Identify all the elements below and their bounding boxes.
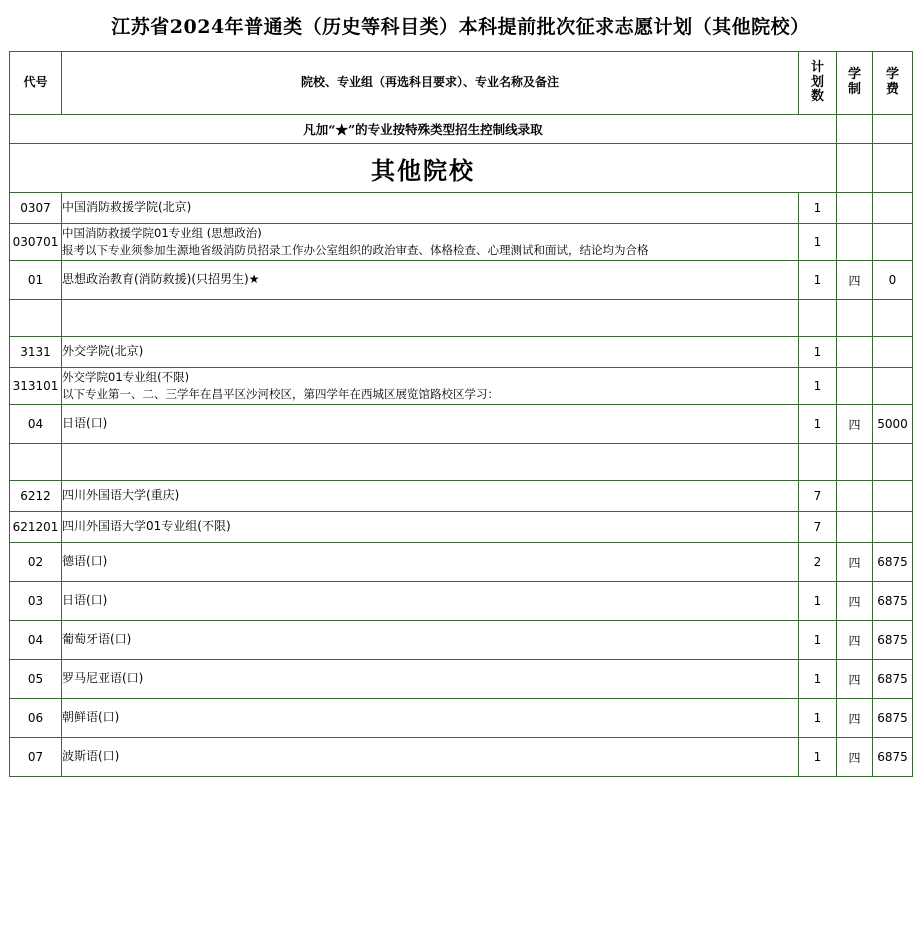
header-row [10,52,913,115]
row-plan [799,300,837,337]
row-fee: 6875 [873,543,913,582]
section-year-cell [837,144,873,193]
column-header-plan-text2: 划 [810,74,824,90]
row-plan: 2 [799,543,837,582]
row-code: 030701 [10,224,62,261]
table-body [10,115,913,777]
row-year [837,481,873,512]
row-fee [873,224,913,261]
section-title: 其他院校 [10,144,837,193]
row-year: 四 [837,738,873,777]
row-plan [799,444,837,481]
row-year [837,300,873,337]
row-year [837,444,873,481]
row-plan: 1 [799,660,837,699]
row-year [837,512,873,543]
row-code: 04 [10,405,62,444]
row-plan: 1 [799,738,837,777]
table-row [10,582,913,621]
row-name [62,300,799,337]
row-year: 四 [837,405,873,444]
row-year: 四 [837,543,873,582]
table-row [10,512,913,543]
row-name: 中国消防救援学院(北京) [62,193,799,224]
table-row-spacer [10,300,913,337]
column-header-year [837,52,873,115]
row-plan: 1 [799,224,837,261]
row-plan: 1 [799,337,837,368]
table-row [10,337,913,368]
row-code: 0307 [10,193,62,224]
column-header-plan-text3: 数 [810,89,824,105]
column-header-name: 院校、专业组（再选科目要求）、专业名称及备注 [62,52,799,115]
row-code [10,444,62,481]
row-code: 06 [10,699,62,738]
row-plan: 7 [799,512,837,543]
row-fee [873,512,913,543]
row-name: 日语(口) [62,405,799,444]
table-row [10,261,913,300]
row-fee [873,337,913,368]
row-fee: 6875 [873,738,913,777]
row-year: 四 [837,699,873,738]
table-row-spacer [10,444,913,481]
table-row [10,224,913,261]
row-code: 313101 [10,368,62,405]
row-name [62,444,799,481]
row-year: 四 [837,582,873,621]
row-name-line1: 中国消防救援学院01专业组 (思想政治) [62,225,262,240]
row-fee [873,300,913,337]
row-fee: 6875 [873,660,913,699]
row-code: 05 [10,660,62,699]
table-row [10,481,913,512]
special-note-fee-cell [873,115,913,144]
row-fee [873,368,913,405]
table-row [10,660,913,699]
column-header-plan-text: 计 [810,59,824,75]
special-note-year-cell [837,115,873,144]
section-header-row [10,144,913,193]
row-plan: 7 [799,481,837,512]
row-plan: 1 [799,261,837,300]
row-code: 621201 [10,512,62,543]
row-year [837,193,873,224]
row-fee: 5000 [873,405,913,444]
row-code [10,300,62,337]
row-code: 6212 [10,481,62,512]
table-row [10,405,913,444]
section-fee-cell [873,144,913,193]
row-name: 葡萄牙语(口) [62,621,799,660]
row-name: 四川外国语大学01专业组(不限) [62,512,799,543]
row-year: 四 [837,621,873,660]
row-year [837,368,873,405]
row-fee [873,193,913,224]
row-year: 四 [837,261,873,300]
table-row [10,543,913,582]
column-header-year-text: 学 [847,67,861,83]
row-fee: 6875 [873,621,913,660]
column-header-year-text2: 制 [847,82,861,97]
row-fee [873,444,913,481]
row-name-line2: 以下专业第一、二、三学年在昌平区沙河校区，第四学年在西城区展览馆路校区学习： [62,387,499,401]
row-plan: 1 [799,368,837,405]
row-code: 3131 [10,337,62,368]
row-plan: 1 [799,582,837,621]
row-name: 日语(口) [62,582,799,621]
row-year [837,224,873,261]
row-code: 04 [10,621,62,660]
table-header [10,52,913,115]
row-name: 朝鲜语(口) [62,699,799,738]
special-note-text: 凡加“★”的专业按特殊类型招生控制线录取 [10,115,837,144]
row-name-line2: 报考以下专业须参加生源地省级消防员招录工作办公室组织的政治审查、体格检查、心理测试和面试，结论均为合格 [62,243,649,257]
table-row [10,368,913,405]
row-code: 07 [10,738,62,777]
row-name: 思想政治教育(消防救援)(只招男生)★ [62,261,799,300]
column-header-fee-text: 学 [885,67,899,83]
row-plan: 1 [799,699,837,738]
page-title: 江苏省2024年普通类（历史等科目类）本科提前批次征求志愿计划（其他院校） [111,16,810,38]
row-plan: 1 [799,193,837,224]
table-row [10,738,913,777]
row-fee: 6875 [873,699,913,738]
row-name: 波斯语(口) [62,738,799,777]
special-note-row [10,115,913,144]
row-name: 外交学院(北京) [62,337,799,368]
row-name [62,224,799,261]
row-name: 四川外国语大学(重庆) [62,481,799,512]
column-header-code: 代号 [10,52,62,115]
row-plan: 1 [799,405,837,444]
row-name [62,368,799,405]
row-code: 02 [10,543,62,582]
row-code: 01 [10,261,62,300]
table-row [10,699,913,738]
row-fee: 0 [873,261,913,300]
table-row [10,621,913,660]
row-fee [873,481,913,512]
row-plan: 1 [799,621,837,660]
admission-plan-table [9,51,913,777]
column-header-plan [799,52,837,115]
row-code: 03 [10,582,62,621]
column-header-fee-text2: 费 [885,82,899,97]
row-year: 四 [837,660,873,699]
row-fee: 6875 [873,582,913,621]
row-name: 罗马尼亚语(口) [62,660,799,699]
table-row [10,193,913,224]
row-name: 德语(口) [62,543,799,582]
row-name-line1: 外交学院01专业组(不限) [62,369,190,384]
column-header-fee [873,52,913,115]
row-year [837,337,873,368]
